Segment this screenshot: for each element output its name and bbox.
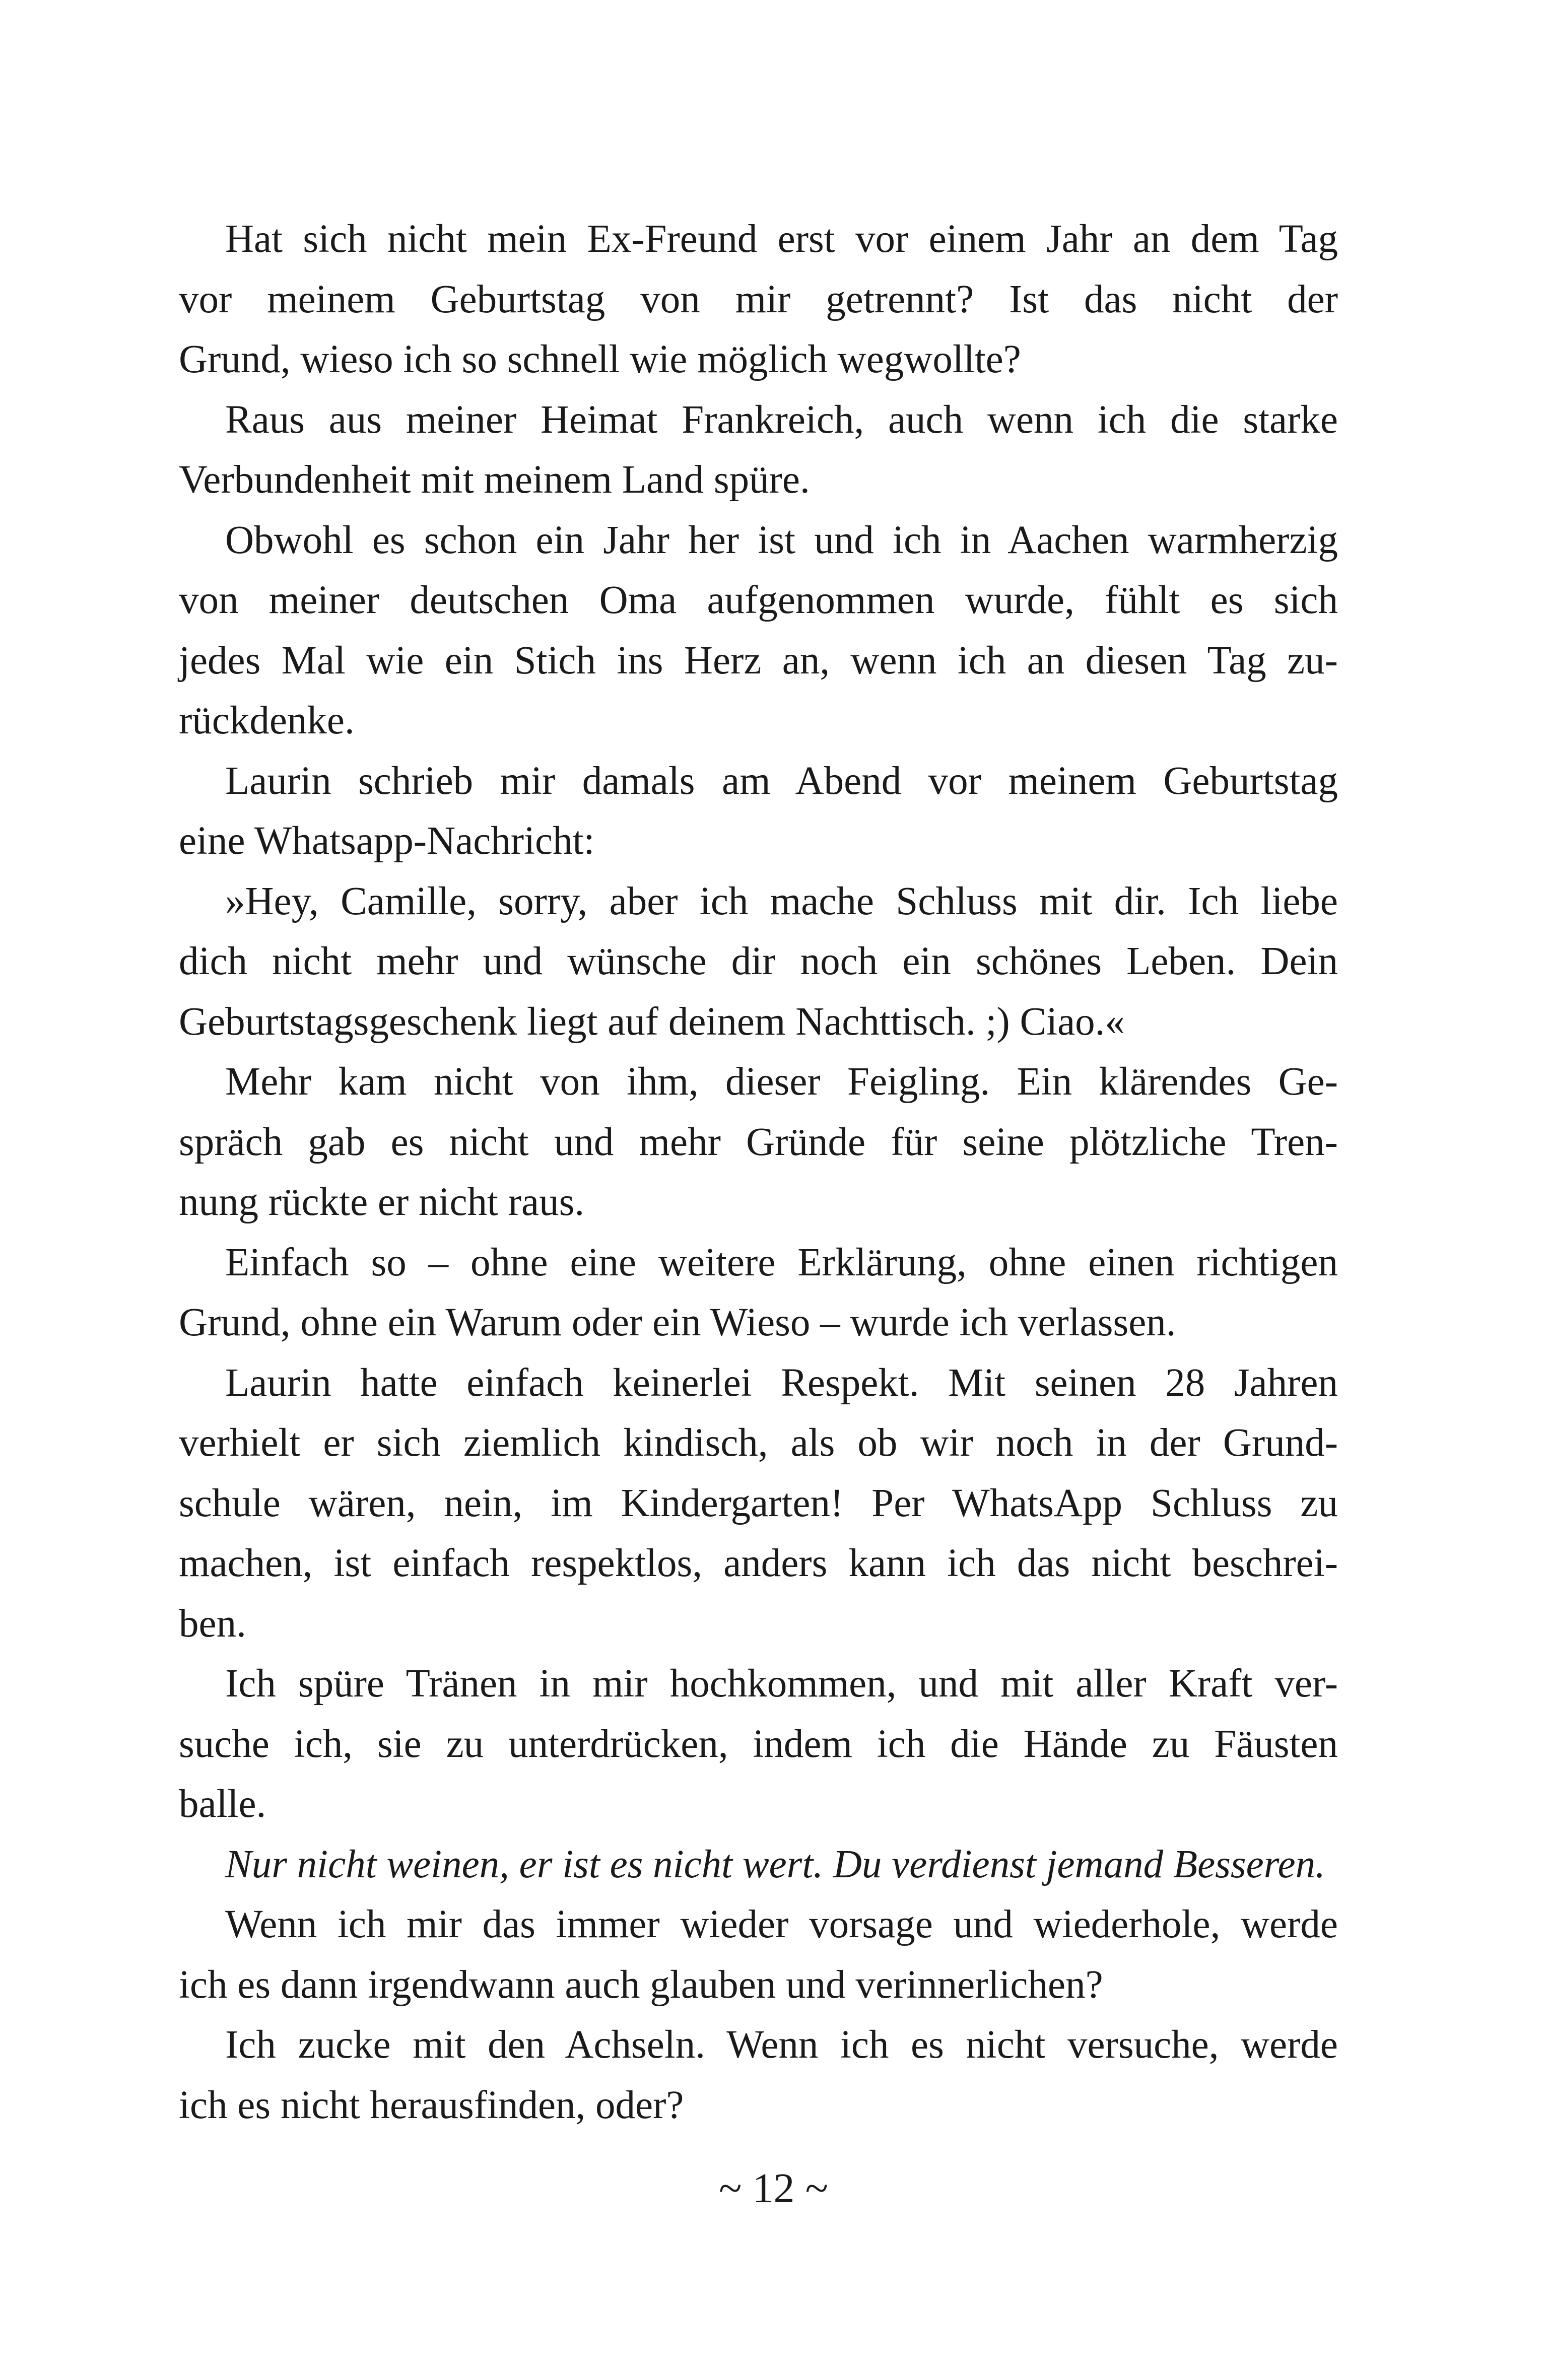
paragraph	[179, 1233, 1338, 1353]
paragraph	[179, 1834, 1338, 1895]
text-line: Laurin schrieb mir damals am Abend vor meinem Geburtstag	[225, 759, 1338, 803]
text-line: spräch gab es nicht und mehr Gründe für seine plötzliche Tren-	[179, 1120, 1338, 1164]
text-line: suche ich, sie zu unterdrücken, indem ich die Hände zu Fäusten	[179, 1722, 1338, 1766]
text-line: Grund, wieso ich so schnell wie möglich wegwollte?	[179, 337, 1021, 381]
text-line: Nur nicht weinen, er ist es nicht wert. Du verdienst jemand Besseren.	[225, 1842, 1325, 1886]
text-line: ben.	[179, 1601, 246, 1646]
text-line: Grund, ohne ein Warum oder ein Wieso – wurde ich verlassen.	[179, 1301, 1176, 1344]
text-line: von meiner deutschen Oma aufgenommen wurde, fühlt es sich	[179, 578, 1338, 622]
text-line: »Hey, Camille, sorry, aber ich mache Schluss mit dir. Ich liebe	[225, 879, 1338, 923]
paragraph	[179, 751, 1338, 871]
text-line: Raus aus meiner Heimat Frankreich, auch wenn ich die starke	[225, 397, 1338, 442]
text-line: eine Whatsapp-Nachricht:	[179, 819, 595, 863]
text-line: balle.	[179, 1782, 266, 1826]
text-line: Hat sich nicht mein Ex-Freund erst vor einem Jahr an dem Tag	[225, 217, 1338, 261]
text-line: ich es dann irgendwann auch glauben und verinnerlichen?	[179, 1962, 1103, 2007]
text-line: Geburtstagsgeschenk liegt auf deinem Nachttisch. ;) Ciao.«	[179, 999, 1125, 1044]
text-line: Wenn ich mir das immer wieder vorsage und wiederhole, werde	[225, 1902, 1338, 1946]
text-line: Ich zucke mit den Achseln. Wenn ich es nicht versuche, werde	[225, 2023, 1338, 2067]
paragraph	[179, 390, 1338, 510]
text-line: Obwohl es schon ein Jahr her ist und ich in Aachen warmherzig	[225, 518, 1338, 562]
page-number: ~ 12 ~	[719, 2165, 828, 2212]
text-line: machen, ist einfach respektlos, anders kann ich das nicht beschrei-	[179, 1541, 1338, 1585]
text-line: rückdenke.	[179, 699, 355, 742]
text-line: schule wären, nein, im Kindergarten! Per WhatsApp Schluss zu	[179, 1481, 1338, 1525]
paragraph	[179, 2015, 1338, 2135]
text-line: nung rückte er nicht raus.	[179, 1180, 585, 1224]
paragraph	[179, 1894, 1338, 2015]
text-line: jedes Mal wie ein Stich ins Herz an, wenn ich an diesen Tag zu-	[179, 638, 1338, 683]
text-line: ich es nicht herausfinden, oder?	[179, 2083, 684, 2127]
text-line: Einfach so – ohne eine weitere Erklärung, ohne einen richtigen	[225, 1240, 1338, 1284]
body-text	[179, 209, 1338, 2135]
paragraph	[179, 1052, 1338, 1233]
paragraph	[179, 209, 1338, 390]
text-line: verhielt er sich ziemlich kindisch, als ob wir noch in der Grund-	[179, 1421, 1338, 1465]
paragraph	[179, 1353, 1338, 1654]
text-line: Verbundenheit mit meinem Land spüre.	[179, 458, 810, 502]
text-line: dich nicht mehr und wünsche dir noch ein schönes Leben. Dein	[179, 939, 1338, 983]
text-line: Laurin hatte einfach keinerlei Respekt. Mit seinen 28 Jahren	[225, 1361, 1338, 1405]
text-line: Mehr kam nicht von ihm, dieser Feigling. Ein klärendes Ge-	[225, 1060, 1338, 1104]
text-line: vor meinem Geburtstag von mir getrennt? Ist das nicht der	[179, 277, 1338, 321]
paragraph	[179, 1654, 1338, 1834]
paragraph	[179, 871, 1338, 1052]
paragraph	[179, 510, 1338, 751]
text-line: Ich spüre Tränen in mir hochkommen, und mit aller Kraft ver-	[225, 1662, 1338, 1706]
